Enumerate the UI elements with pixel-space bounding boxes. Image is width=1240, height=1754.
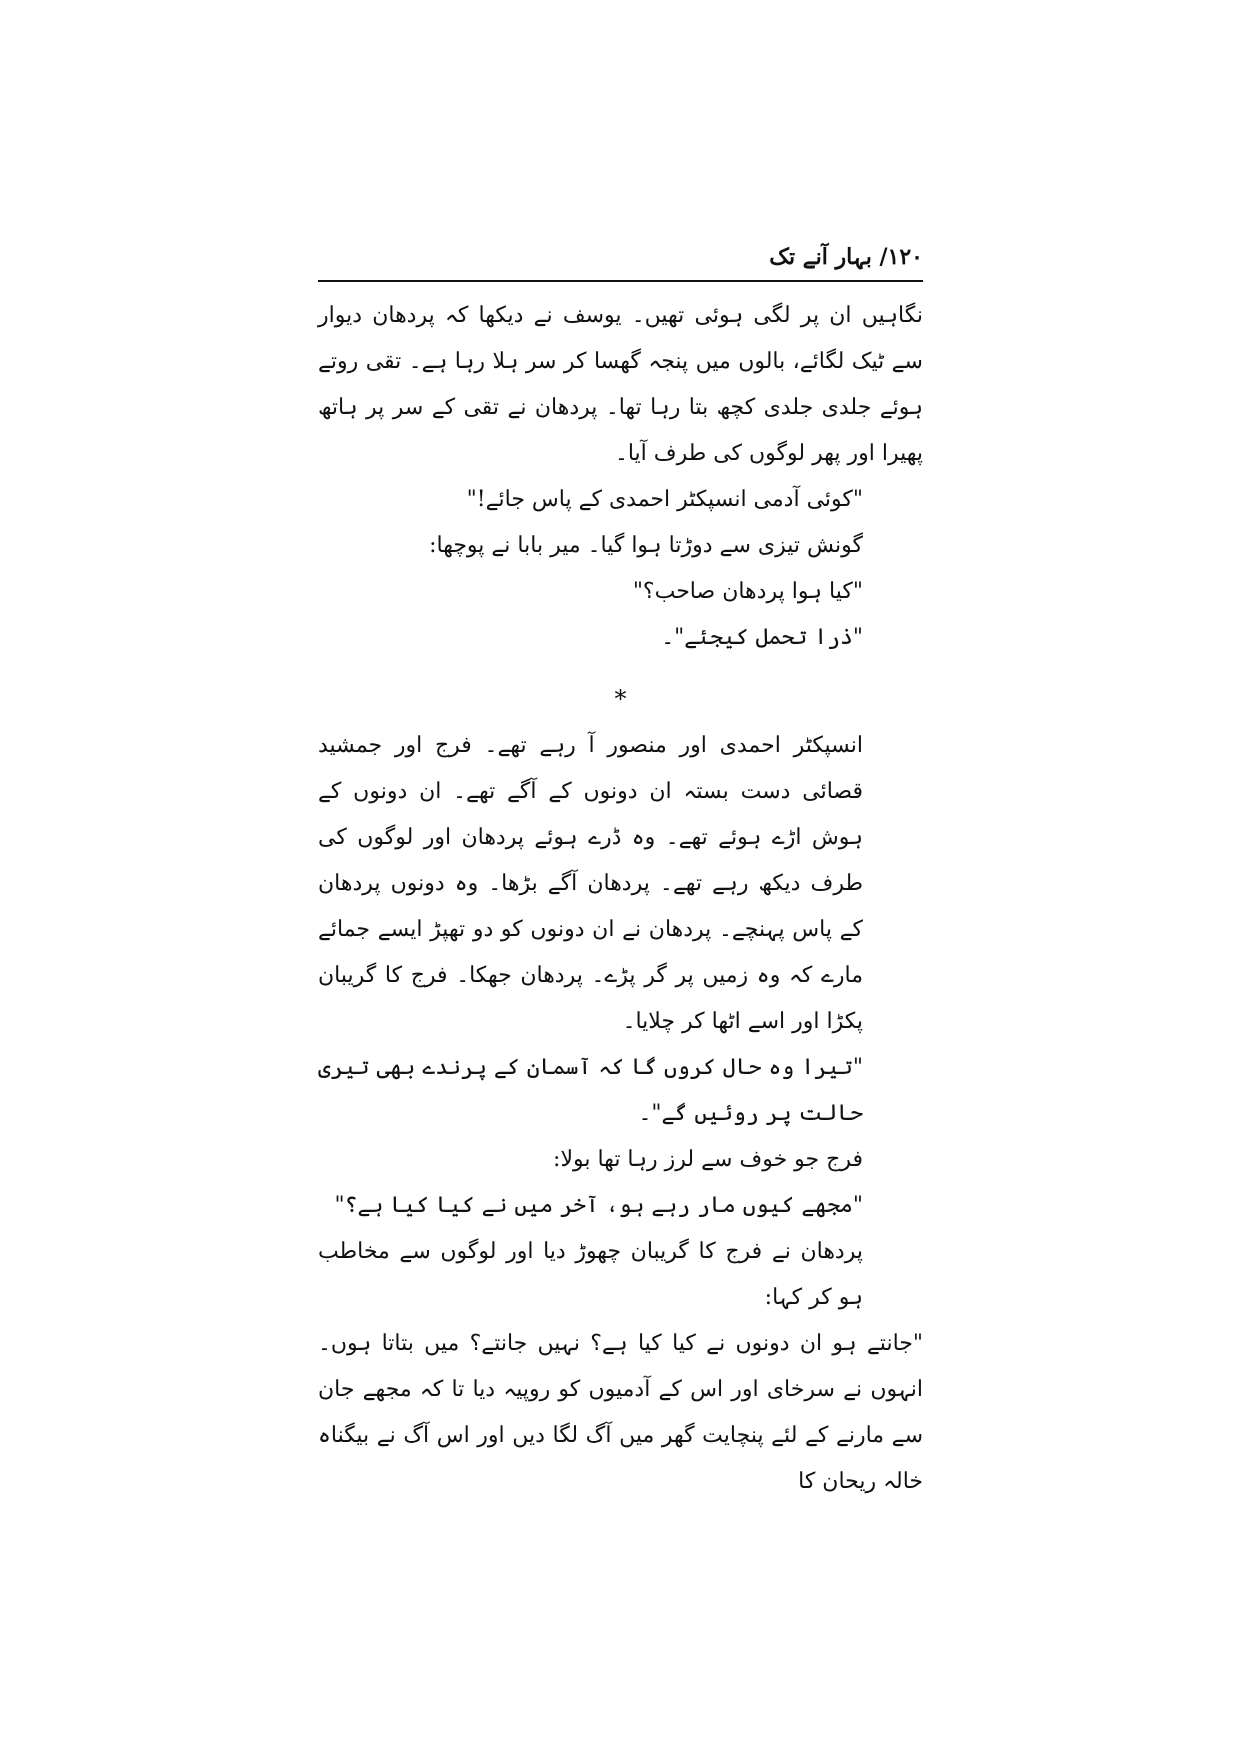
body-text: [318, 293, 923, 1505]
paragraph-narration: گونش تیزی سے دوڑتا ہوا گیا۔ میر بابا نے پوچھا:: [429, 533, 863, 558]
dialog-line: "ذرا تحمل کیجئے"۔: [661, 625, 863, 650]
paragraph-narration: پردھان نے فرج کا گریبان چھوڑ دیا اور لوگوں سے مخاطب ہو کر کہا:: [318, 1239, 863, 1310]
running-header: [318, 240, 923, 280]
dialog-paragraph: "جانتے ہو ان دونوں نے کیا کیا ہے؟ نہیں جانتے؟ میں بتاتا ہوں۔ انہوں نے سرخای اور اس کے آدمیوں کو روپیہ دیا تا کہ مجھے جان سے مارنے کے لئے پنچایت گھر میں آگ لگا دیں اور اس آگ نے بیگناہ خالہ ریحان کا: [318, 1331, 923, 1494]
paragraph-section-start: انسپکٹر احمدی اور منصور آ رہے تھے۔ فرج اور جمشید قصائی دست بستہ ان دونوں کے آگے تھے۔ ان دونوں کے ہوش اڑے ہوئے تھے۔ وہ ڈرے ہوئے پردھان اور لوگوں کی طرف دیکھ رہے تھے۔ پردھان آگے بڑھا۔ وہ دونوں پردھان کے پاس پہنچے۔ پردھان نے ان دونوں کو دو تھپڑ ایسے جمائے مارے کہ وہ زمیں پر گر پڑے۔ پردھان جھکا۔ فرج کا گریبان پکڑا اور اسے اٹھا کر چلایا۔: [318, 733, 863, 1034]
dialog-line: "کیا ہوا پردھان صاحب؟": [632, 579, 863, 604]
paragraph-continuation: نگاہیں ان پر لگی ہوئی تھیں۔ یوسف نے دیکھا کہ پردھان دیوار سے ٹیک لگائے، بالوں میں پنجہ گھسا کر سر ہلا رہا ہے۔ تقی روتے ہوئے جلدی جلدی کچھ بتا رہا تھا۔ پردھان نے تقی کے سر پر ہاتھ پھیرا اور پھر لوگوں کی طرف آیا۔: [318, 303, 923, 466]
paragraph-narration: فرج جو خوف سے لرز رہا تھا بولا:: [553, 1147, 863, 1172]
header-title: ۱۲۰/ بہار آنے تک: [769, 244, 923, 270]
dialog-line: "کوئی آدمی انسپکٹر احمدی کے پاس جائے!": [466, 487, 863, 512]
section-separator: *: [614, 685, 627, 713]
dialog-line: "مجھے کیوں مار رہے ہو، آخر میں نے کیا کیا ہے؟": [334, 1193, 863, 1218]
dialog-line: "تیرا وہ حال کروں گا کہ آسمان کے پرندے بھی تیری حالت پر روئیں گے"۔: [318, 1055, 863, 1126]
header-rule: [318, 280, 923, 282]
